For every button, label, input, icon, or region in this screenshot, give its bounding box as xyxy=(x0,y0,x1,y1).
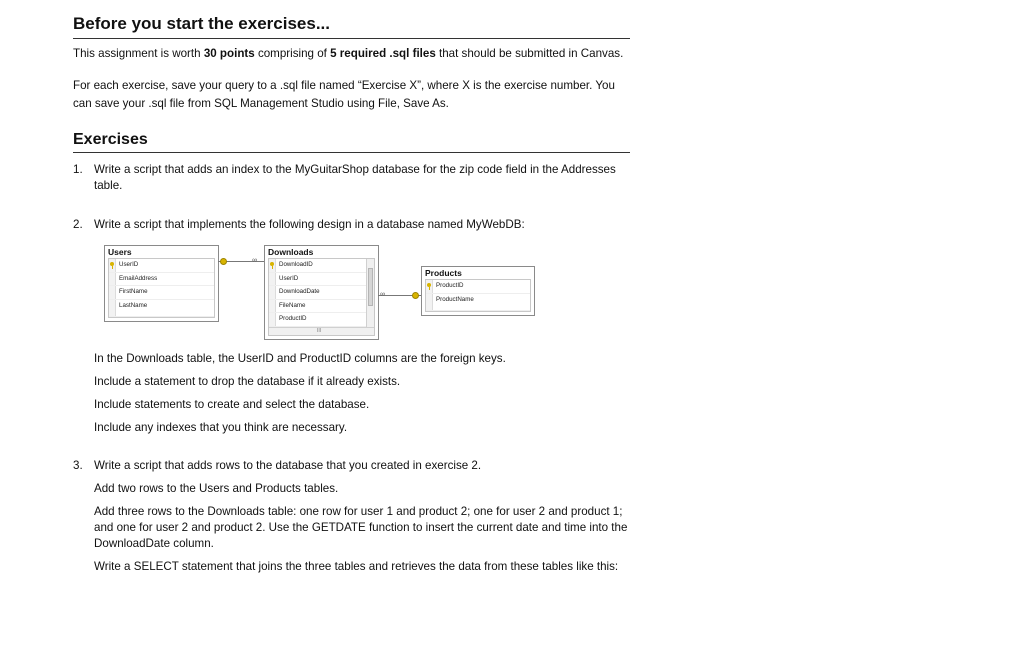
points-text: 30 points xyxy=(203,47,255,60)
files-text: 5 required .sql files xyxy=(330,47,436,60)
column-row: ProductID xyxy=(426,280,530,294)
exercise-text: Write a script that adds rows to the database that you created in exercise 2. xyxy=(94,459,482,472)
relationship-many-icon: ∞ xyxy=(380,291,385,298)
horizontal-scrollbar[interactable]: III xyxy=(269,327,374,335)
exercise-3-note: Add two rows to the Users and Products tables. xyxy=(94,482,339,495)
column-row: DownloadID xyxy=(269,259,374,273)
heading-exercises: Exercises xyxy=(73,129,630,153)
intro-paragraph-2: For each exercise, save your query to a .sql file named “Exercise X”, where X is the exercise number. You can save your .sql file from SQL Management Studio using File, Save As. xyxy=(73,79,615,110)
primary-key-icon xyxy=(110,262,114,266)
database-diagram xyxy=(94,243,554,339)
column-row: LastName xyxy=(109,300,214,317)
exercise-3-note: Add three rows to the Downloads table: one row for user 1 and product 2; one for user 2 and product 1; and one for user 2 and product 2. Use the GETDATE function to insert the current date and time into the DownloadDate column. xyxy=(94,505,628,550)
column-row: FileName xyxy=(269,300,374,314)
relationship-many-icon: ∞ xyxy=(252,257,257,264)
exercise-1 xyxy=(73,162,630,194)
exercise-3 xyxy=(73,458,630,575)
exercise-text: Write a script that implements the following design in a database named MyWebDB: xyxy=(94,218,525,231)
users-table xyxy=(104,245,219,322)
exercise-text: Write a script that adds an index to the MyGuitarShop database for the zip code field in the Addresses table. xyxy=(94,163,616,192)
scroll-thumb[interactable] xyxy=(368,268,373,306)
column-row: UserID xyxy=(269,273,374,287)
exercise-2 xyxy=(73,217,630,436)
relationship-key-icon xyxy=(220,258,227,265)
heading-before-you-start: Before you start the exercises... xyxy=(73,0,630,39)
exercise-number: 1. xyxy=(73,163,83,176)
column-row: ProductName xyxy=(426,294,530,311)
exercise-number: 3. xyxy=(73,459,83,472)
column-row: FirstName xyxy=(109,286,214,300)
relationship-key-icon xyxy=(412,292,419,299)
products-table xyxy=(421,266,535,316)
exercise-3-note: Write a SELECT statement that joins the three tables and retrieves the data from these tables like this: xyxy=(94,560,619,573)
primary-key-icon xyxy=(427,283,431,287)
column-row: ProductID xyxy=(269,313,374,327)
exercise-2-note: Include any indexes that you think are necessary. xyxy=(94,421,348,434)
table-title: Downloads xyxy=(268,247,314,257)
vertical-scrollbar[interactable] xyxy=(366,259,374,335)
column-row: UserID xyxy=(109,259,214,273)
table-title: Users xyxy=(108,247,132,257)
column-row: DownloadDate xyxy=(269,286,374,300)
exercise-2-note: Include a statement to drop the database if it already exists. xyxy=(94,375,401,388)
downloads-table xyxy=(264,245,379,340)
document-page xyxy=(73,0,630,575)
table-title: Products xyxy=(425,268,462,278)
exercise-number: 2. xyxy=(73,218,83,231)
column-row: EmailAddress xyxy=(109,273,214,287)
exercise-2-note: In the Downloads table, the UserID and ProductID columns are the foreign keys. xyxy=(94,352,506,365)
exercise-2-note: Include statements to create and select the database. xyxy=(94,398,370,411)
intro-paragraph-1: This assignment is worth 30 points comprising of 5 required .sql files that should be submitted in Canvas. xyxy=(73,47,624,60)
primary-key-icon xyxy=(270,262,274,266)
